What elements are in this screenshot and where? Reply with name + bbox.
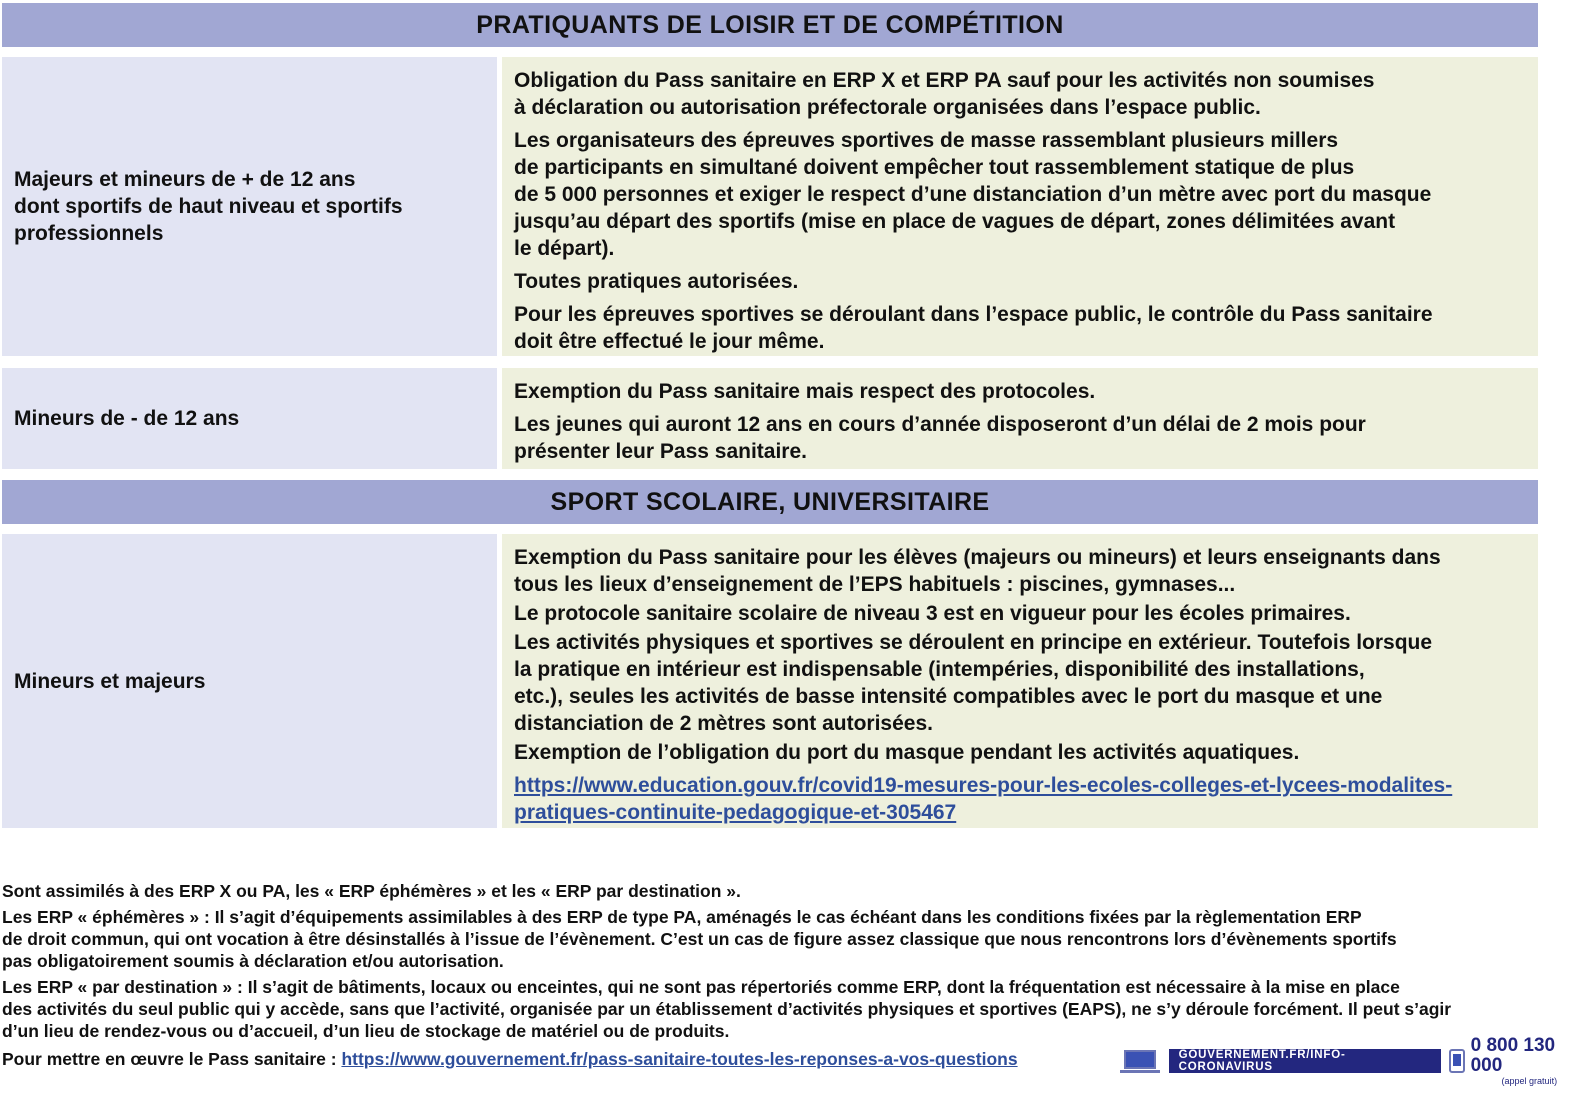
text-line: distanciation de 2 mètres sont autorisées. (514, 712, 933, 735)
paragraph (514, 772, 1526, 826)
footnotes (2, 880, 1582, 1074)
row-label-line: Mineurs de - de 12 ans (14, 407, 240, 430)
footer-contact (1120, 1035, 1588, 1086)
phone-number-block (1471, 1036, 1588, 1086)
table-row (2, 57, 1538, 356)
paragraph (514, 739, 1526, 766)
gov-website-badge[interactable] (1169, 1049, 1441, 1073)
row-label-cell (2, 534, 497, 828)
text-line: le départ). (514, 237, 615, 260)
row-content-cell (502, 534, 1538, 828)
note-intro: Sont assimilés à des ERP X ou PA, les « ERP éphémères » et les « ERP par destination ». (2, 881, 741, 901)
text-line: etc.), seules les activités de basse intensité compatibles avec le port du masque et une (514, 685, 1383, 708)
text-line: Les organisateurs des épreuves sportives de masse rassemblant plusieurs millers (514, 129, 1339, 152)
text-line: tous les lieux d’enseignement de l’EPS habituels : piscines, gymnases... (514, 573, 1236, 596)
laptop-icon (1120, 1048, 1159, 1074)
phone-number: 0 800 130 000 (1470, 1035, 1556, 1076)
paragraph (514, 301, 1526, 355)
paragraph (514, 67, 1526, 121)
section-title: SPORT SCOLAIRE, UNIVERSITAIRE (550, 487, 990, 516)
link-line[interactable]: pratiques-continuite-pedagogique-et-305467 (514, 801, 957, 824)
text-line: des activités du seul public qui y accède, sans que l’activité, organisée par un établissement d’activités physiques et sportives (EAPS), ne s’y déroule forcément. Il peut s’agir (2, 999, 1452, 1019)
text-line: présenter leur Pass sanitaire. (514, 440, 807, 463)
note-ephemeres (2, 906, 1582, 972)
text-line: de participants en simultané doivent empêcher tout rassemblement statique de plus (514, 156, 1355, 179)
text-line: Pour les épreuves sportives se déroulant dans l’espace public, le contrôle du Pass sanitaire (514, 303, 1433, 326)
paragraph (514, 544, 1526, 598)
row-label-line: Majeurs et mineurs de + de 12 ans (14, 168, 356, 191)
text-line: Exemption du Pass sanitaire pour les élèves (majeurs ou mineurs) et leurs enseignants dans (514, 546, 1441, 569)
text-line: de 5 000 personnes et exiger le respect d’une distanciation d’un mètre avec port du masque (514, 183, 1432, 206)
phone-icon (1449, 1049, 1465, 1073)
phone-note: (appel gratuit) (1501, 1076, 1558, 1086)
text-line: Les ERP « éphémères » : Il s’agit d’équipements assimilables à des ERP de type PA, aménagés le cas échéant dans les conditions fixées par la règlementation ERP (2, 907, 1362, 927)
paragraph (514, 378, 1526, 405)
text-line: Obligation du Pass sanitaire en ERP X et ERP PA sauf pour les activités non soumises (514, 69, 1375, 92)
paragraph (514, 629, 1526, 737)
text-line: Toutes pratiques autorisées. (514, 270, 799, 293)
paragraph (514, 268, 1526, 295)
text-line: d’un lieu de rendez-vous ou d’accueil, d’un lieu de stockage de matériel ou de produits. (2, 1021, 730, 1041)
text-line: jusqu’au départ des sportifs (mise en place de vagues de départ, zones délimitées avant (514, 210, 1396, 233)
section-header-loisir-competition (2, 3, 1538, 47)
text-line: la pratique en intérieur est indispensable (intempéries, disponibilité des installations, (514, 658, 1365, 681)
text-line: Exemption de l’obligation du port du masque pendant les activités aquatiques. (514, 741, 1300, 764)
row-label-cell (2, 57, 497, 356)
row-label-cell (2, 368, 497, 469)
text-line: Les activités physiques et sportives se déroulent en principe en extérieur. Toutefois lorsque (514, 631, 1433, 654)
text-line: de droit commun, qui ont vocation à être désinstallés à l’issue de l’évènement. C’est un cas de figure assez classique que nous rencontrons lors d’évènements sportifs (2, 929, 1397, 949)
link-line[interactable]: https://www.education.gouv.fr/covid19-mesures-pour-les-ecoles-colleges-et-lycees-modalites- (514, 774, 1453, 797)
text-line: Les jeunes qui auront 12 ans en cours d’année disposeront d’un délai de 2 mois pour (514, 413, 1366, 436)
text-line: doit être effectué le jour même. (514, 330, 825, 353)
section-header-sport-scolaire (2, 480, 1538, 524)
table-row (2, 534, 1538, 828)
row-label-line: professionnels (14, 222, 164, 245)
row-label-line: Mineurs et majeurs (14, 669, 206, 693)
table-row (2, 368, 1538, 469)
paragraph (514, 600, 1526, 627)
text-line: Exemption du Pass sanitaire mais respect des protocoles. (514, 380, 1096, 403)
note-destination (2, 976, 1582, 1042)
pass-label: Pour mettre en œuvre le Pass sanitaire : (2, 1049, 342, 1069)
text-line: à déclaration ou autorisation préfectorale organisées dans l’espace public. (514, 96, 1261, 119)
text-line: Les ERP « par destination » : Il s’agit de bâtiments, locaux ou enceintes, qui ne sont pas répertoriés comme ERP, dont la fréquentation est nécessaire à la mise en place (2, 977, 1400, 997)
text-line: pas obligatoirement soumis à déclaration et/ou autorisation. (2, 951, 504, 971)
row-content-cell (502, 368, 1538, 469)
gov-website-text: GOUVERNEMENT.FR/INFO-CORONAVIRUS (1178, 1049, 1346, 1073)
education-gouv-link[interactable] (514, 774, 1452, 824)
paragraph (514, 411, 1526, 465)
text-line: Le protocole sanitaire scolaire de niveau 3 est en vigueur pour les écoles primaires. (514, 602, 1351, 625)
pass-sanitaire-link[interactable]: https://www.gouvernement.fr/pass-sanitaire-toutes-les-reponses-a-vos-questions (341, 1049, 1018, 1069)
paragraph (514, 127, 1526, 262)
row-content-cell (502, 57, 1538, 356)
row-label-line: dont sportifs de haut niveau et sportifs (14, 195, 403, 218)
section-title: PRATIQUANTS DE LOISIR ET DE COMPÉTITION (476, 10, 1064, 39)
